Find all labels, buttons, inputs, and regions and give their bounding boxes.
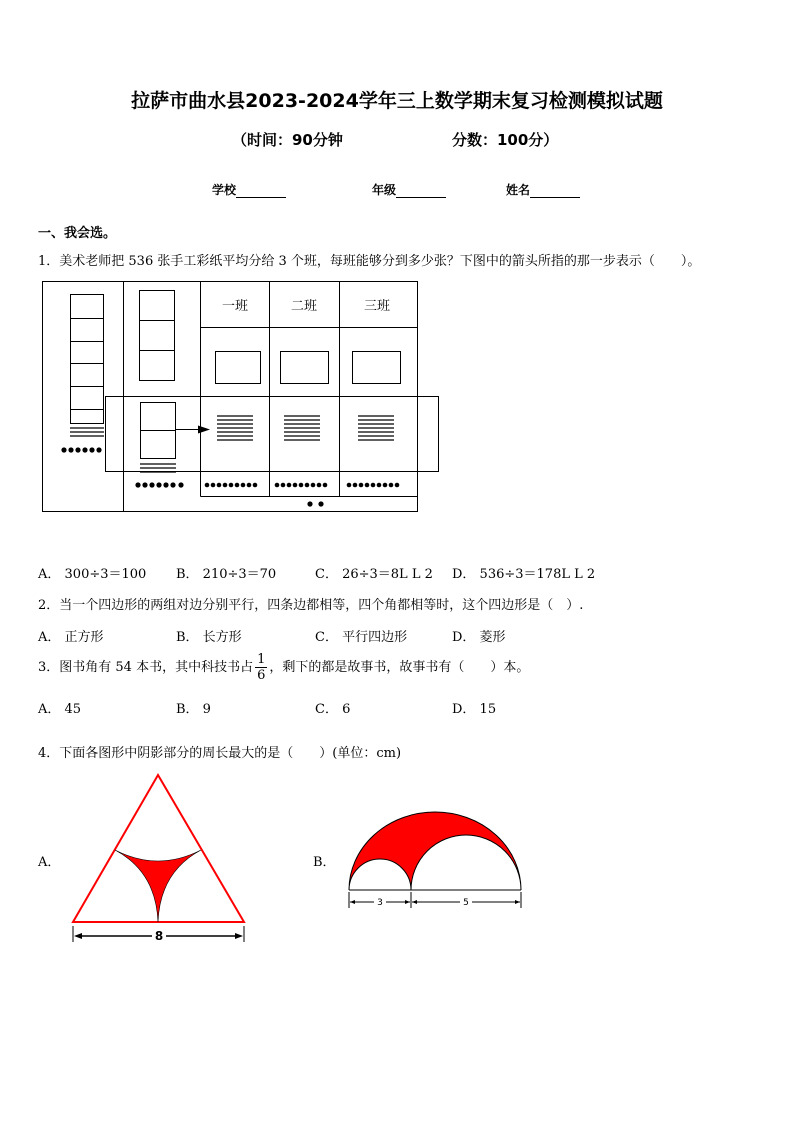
fig-b-label[interactable]: B．	[313, 855, 336, 870]
figure-a-triangle	[68, 772, 250, 948]
q2-option-d[interactable]: D． 菱形	[452, 630, 506, 645]
question-2-text: 2．当一个四边形的两组对边分别平行，四条边都相等，四个角都相等时，这个四边形是（ ）.	[38, 598, 584, 613]
fig-b-dim-right: 5	[463, 898, 469, 908]
figure-b-semicircles	[344, 804, 526, 912]
q1-option-a[interactable]: A． 300÷3＝100	[38, 567, 147, 582]
school-label: 学校	[212, 183, 237, 197]
class-label-3: 三班	[363, 299, 391, 314]
grade-label: 年级	[372, 183, 397, 197]
shaded-region-b	[349, 812, 521, 890]
q2-option-b[interactable]: B． 长方形	[176, 630, 242, 645]
q1-option-d[interactable]: D． 536÷3＝178L L 2	[452, 567, 596, 582]
arrow-left-icon	[412, 900, 417, 904]
section-title: 一、我会选。	[38, 226, 117, 241]
exam-score: 分数：100分）	[452, 131, 559, 149]
q3-option-d[interactable]: D． 15	[452, 702, 497, 717]
class-label-1: 一班	[221, 299, 249, 314]
page-title: 拉萨市曲水县2023-2024学年三上数学期末复习检测模拟试题	[131, 90, 663, 112]
tens-lines	[70, 416, 394, 472]
question-4-text: 4．下面各图形中阴影部分的周长最大的是（ ）(单位：cm)	[38, 746, 402, 761]
name-label: 姓名	[506, 183, 531, 197]
q3-text-before: 3．图书角有 54 本书，其中科技书占	[38, 660, 254, 675]
q3-option-c[interactable]: C． 6	[315, 702, 351, 717]
fig-b-dim-left: 3	[377, 898, 383, 908]
step-highlight	[106, 397, 439, 472]
arrow-left-icon	[74, 933, 82, 939]
name-blank[interactable]	[530, 185, 580, 198]
q1-option-b[interactable]: B． 210÷3＝70	[176, 567, 277, 582]
name-field	[506, 181, 580, 198]
exam-time: （时间：90分钟	[232, 131, 343, 149]
question-3-text	[38, 652, 529, 683]
q3-fraction	[255, 652, 267, 683]
q2-option-c[interactable]: C． 平行四边形	[315, 630, 408, 645]
q3-text-after: ，剩下的都是故事书，故事书有（ ）本。	[269, 660, 530, 675]
division-diagram	[40, 278, 442, 516]
grade-field	[372, 181, 446, 198]
arrow-right-icon	[515, 900, 520, 904]
arrow-right-icon	[235, 933, 243, 939]
question-1-text: 1．美术老师把 536 张手工彩纸平均分给 3 个班，每班能够分到多少张？下图中的箭头所指的那一步表示（ ）。	[38, 254, 701, 269]
shaded-region	[115, 850, 201, 922]
q1-option-c[interactable]: C． 26÷3＝8L L 2	[315, 567, 433, 582]
fig-a-label[interactable]: A．	[38, 855, 61, 870]
class-label-2: 二班	[290, 299, 318, 314]
arrow-left-icon	[350, 900, 355, 904]
ones-dots	[61, 447, 399, 506]
arrow-right-icon	[405, 900, 410, 904]
fraction-denominator: 6	[257, 668, 266, 683]
grade-blank[interactable]	[396, 185, 446, 198]
fraction-numerator: 1	[257, 652, 266, 667]
q2-option-a[interactable]: A． 正方形	[38, 630, 104, 645]
school-field	[212, 181, 286, 198]
q3-option-b[interactable]: B． 9	[176, 702, 211, 717]
q3-option-a[interactable]: A． 45	[38, 702, 82, 717]
arrow-icon	[198, 426, 210, 434]
fig-a-dimension: 8	[154, 929, 164, 943]
school-blank[interactable]	[236, 185, 286, 198]
